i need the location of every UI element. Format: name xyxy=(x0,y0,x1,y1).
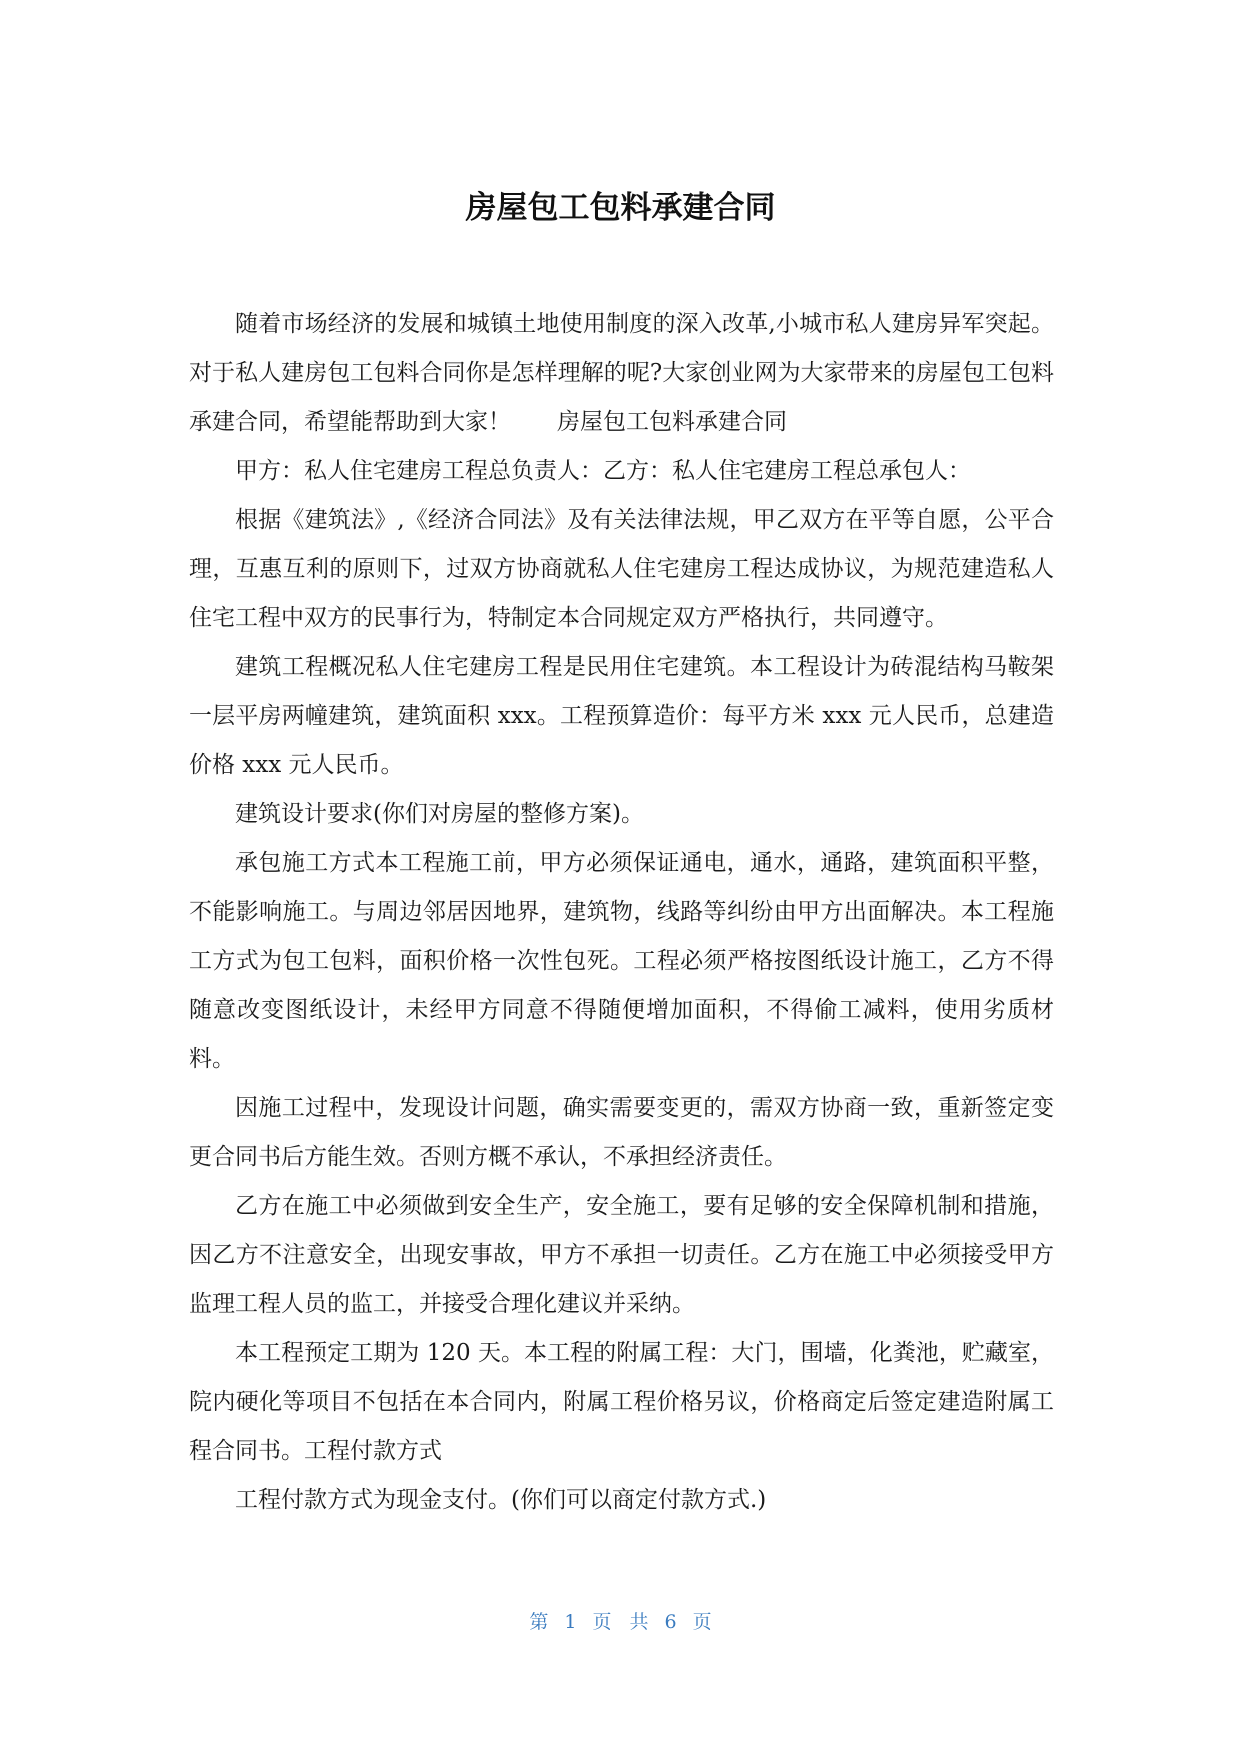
paragraph-project-overview: 建筑工程概况私人住宅建房工程是民用住宅建筑。本工程设计为砖混结构马鞍架一层平房两幢建筑，建筑面积 xxx。工程预算造价：每平方米 xxx 元人民币，总建造价格 xxx 元人民币。 xyxy=(189,654,1054,778)
paragraph-schedule: 本工程预定工期为 120 天。本工程的附属工程：大门，围墙，化粪池，贮藏室，院内硬化等项目不包括在本合同内，附属工程价格另议，价格商定后签定建造附属工程合同书。工程付款方式 xyxy=(189,1340,1054,1464)
footer-suffix: 页 xyxy=(692,1611,712,1633)
paragraph-design-changes: 因施工过程中，发现设计问题，确实需要变更的，需双方协商一致，重新签定变更合同书后方能生效。否则方概不承认，不承担经济责任。 xyxy=(189,1095,1054,1170)
paragraph-intro: 随着市场经济的发展和城镇土地使用制度的深入改革,小城市私人建房异军突起。对于私人建房包工包料合同你是怎样理解的呢?大家创业网为大家带来的房屋包工包料承建合同，希望能帮助到大家！ 房屋包工包料承建合同 xyxy=(189,311,1054,435)
footer-total-pages: 6 xyxy=(664,1611,677,1633)
footer-current-page: 1 xyxy=(564,1611,577,1633)
paragraph-design-requirements: 建筑设计要求(你们对房屋的整修方案)。 xyxy=(235,801,644,827)
footer-prefix: 第 xyxy=(529,1611,549,1633)
paragraph-legal-basis: 根据《建筑法》,《经济合同法》及有关法律法规，甲乙双方在平等自愿，公平合理，互惠互利的原则下，过双方协商就私人住宅建房工程达成协议，为规范建造私人住宅工程中双方的民事行为，特制定本合同规定双方严格执行，共同遵守。 xyxy=(189,507,1054,631)
footer-middle: 页 共 xyxy=(592,1611,649,1633)
page-footer xyxy=(0,1608,1241,1636)
document-body xyxy=(189,300,1054,1525)
document-title: 房屋包工包料承建合同 xyxy=(465,190,776,226)
paragraph-payment: 工程付款方式为现金支付。(你们可以商定付款方式.) xyxy=(235,1487,767,1513)
paragraph-contract-method: 承包施工方式本工程施工前，甲方必须保证通电，通水，通路，建筑面积平整，不能影响施工。与周边邻居因地界，建筑物，线路等纠纷由甲方出面解决。本工程施工方式为包工包料，面积价格一次性包死。工程必须严格按图纸设计施工，乙方不得随意改变图纸设计，未经甲方同意不得随便增加面积，不得偷工减料，使用劣质材料。 xyxy=(189,850,1054,1072)
paragraph-parties: 甲方：私人住宅建房工程总负责人：乙方：私人住宅建房工程总承包人： xyxy=(235,458,971,484)
paragraph-safety: 乙方在施工中必须做到安全生产，安全施工，要有足够的安全保障机制和措施，因乙方不注意安全，出现安事故，甲方不承担一切责任。乙方在施工中必须接受甲方监理工程人员的监工，并接受合理化建议并采纳。 xyxy=(189,1193,1054,1317)
